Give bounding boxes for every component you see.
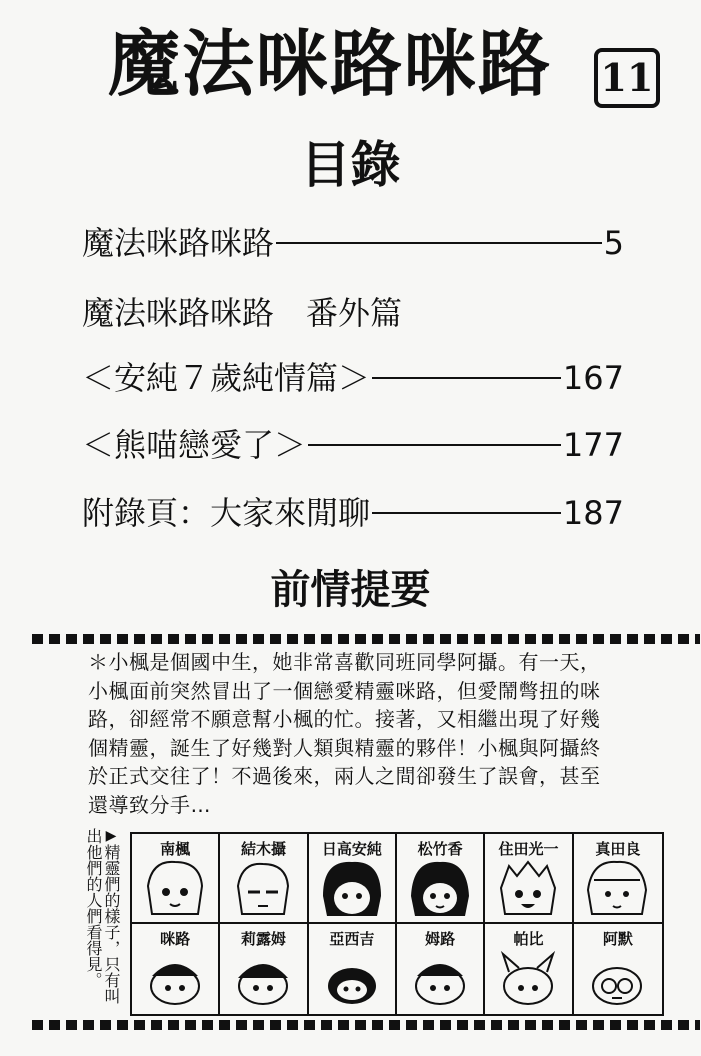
character-cell [309,834,397,924]
character-name: 姆路 [425,930,456,948]
synopsis-text [88,648,650,819]
leader-line [372,512,561,514]
toc-entry-page: 177 [562,426,624,464]
spirit-portrait [584,946,650,1008]
character-cell [132,924,220,1014]
character-name: 亞西吉 [329,930,375,948]
character-cell [485,924,573,1014]
leader-line [372,377,561,379]
toc-entry [82,220,624,266]
synopsis-heading: 前情提要 [270,567,431,613]
character-name: 阿默 [602,930,633,948]
leader-line [308,444,561,446]
spirit-portrait [319,946,385,1008]
toc-entry-title: 魔法咪路咪路 番外篇 [82,294,403,332]
spirit-portrait [495,946,561,1008]
character-cell [220,924,308,1014]
toc-entry [82,422,624,468]
character-grid [130,832,664,1016]
toc-entry-page: 167 [562,359,624,397]
toc-entry-page: 5 [603,224,624,262]
spirit-portrait [407,946,473,1008]
spirit-portrait [230,946,296,1008]
toc-entry-title: 魔法咪路咪路 [82,224,275,262]
character-name: 真田良 [595,840,641,858]
character-cell [397,924,485,1014]
synopsis-line: 小楓面前突然冒出了一個戀愛精靈咪路，但愛鬧彆扭的咪 [88,678,601,703]
character-note-text: 精靈們的樣子，只有叫出他們的人們看得見。 [84,828,121,1004]
character-portrait [584,856,650,918]
character-cell [220,834,308,924]
character-name: 住田光一 [498,840,559,858]
character-cell [309,924,397,1014]
toc-entry-title: ＜安純７歲純情篇＞ [82,359,371,397]
character-name: 松竹香 [417,840,463,858]
toc-entry [82,490,624,536]
character-cell [574,834,662,924]
character-note [84,828,120,1008]
character-portrait [495,856,561,918]
character-name: 日高安純 [321,840,382,858]
synopsis-line: 於正式交往了！不過後來，兩人之間卻發生了誤會，甚至 [88,764,601,788]
synopsis-line: 路，卻經常不願意幫小楓的忙。接著，又相繼出現了好幾 [88,707,601,731]
toc-entry-page: 187 [562,494,624,532]
synopsis-line: ＊小楓是個國中生，她非常喜歡同班同學阿攝。有一天， [88,650,601,674]
toc-entry-title: 附錄頁：大家來閒聊 [82,494,371,532]
character-name: 結木攝 [240,840,286,858]
volume-badge: 11 [594,48,660,108]
dashed-divider-top [32,634,700,644]
toc-heading: 目錄 [300,136,401,194]
comic-title: 魔法咪路咪路 [108,22,553,106]
character-cell [132,834,220,924]
toc-entry [82,355,624,401]
character-portrait [230,856,296,918]
character-name: 帕比 [513,930,544,948]
spirit-portrait [142,946,208,1008]
character-cell [397,834,485,924]
character-name: 南楓 [160,840,191,858]
toc-entry [82,290,624,336]
dashed-divider-bottom [32,1020,700,1030]
toc-entry-title: ＜熊喵戀愛了＞ [82,426,307,464]
character-name: 莉露姆 [240,930,286,948]
synopsis-line: 個精靈，誕生了好幾對人類與精靈的夥伴！小楓與阿攝終 [88,735,601,760]
character-portrait [319,856,385,918]
character-cell [574,924,662,1014]
synopsis-line: 還導致分手… [88,792,211,817]
leader-line [276,242,602,244]
character-portrait [407,856,473,918]
triangle-arrow-icon: ▶ [103,828,119,844]
character-cell [485,834,573,924]
character-portrait [142,856,208,918]
character-name: 咪路 [160,930,191,948]
